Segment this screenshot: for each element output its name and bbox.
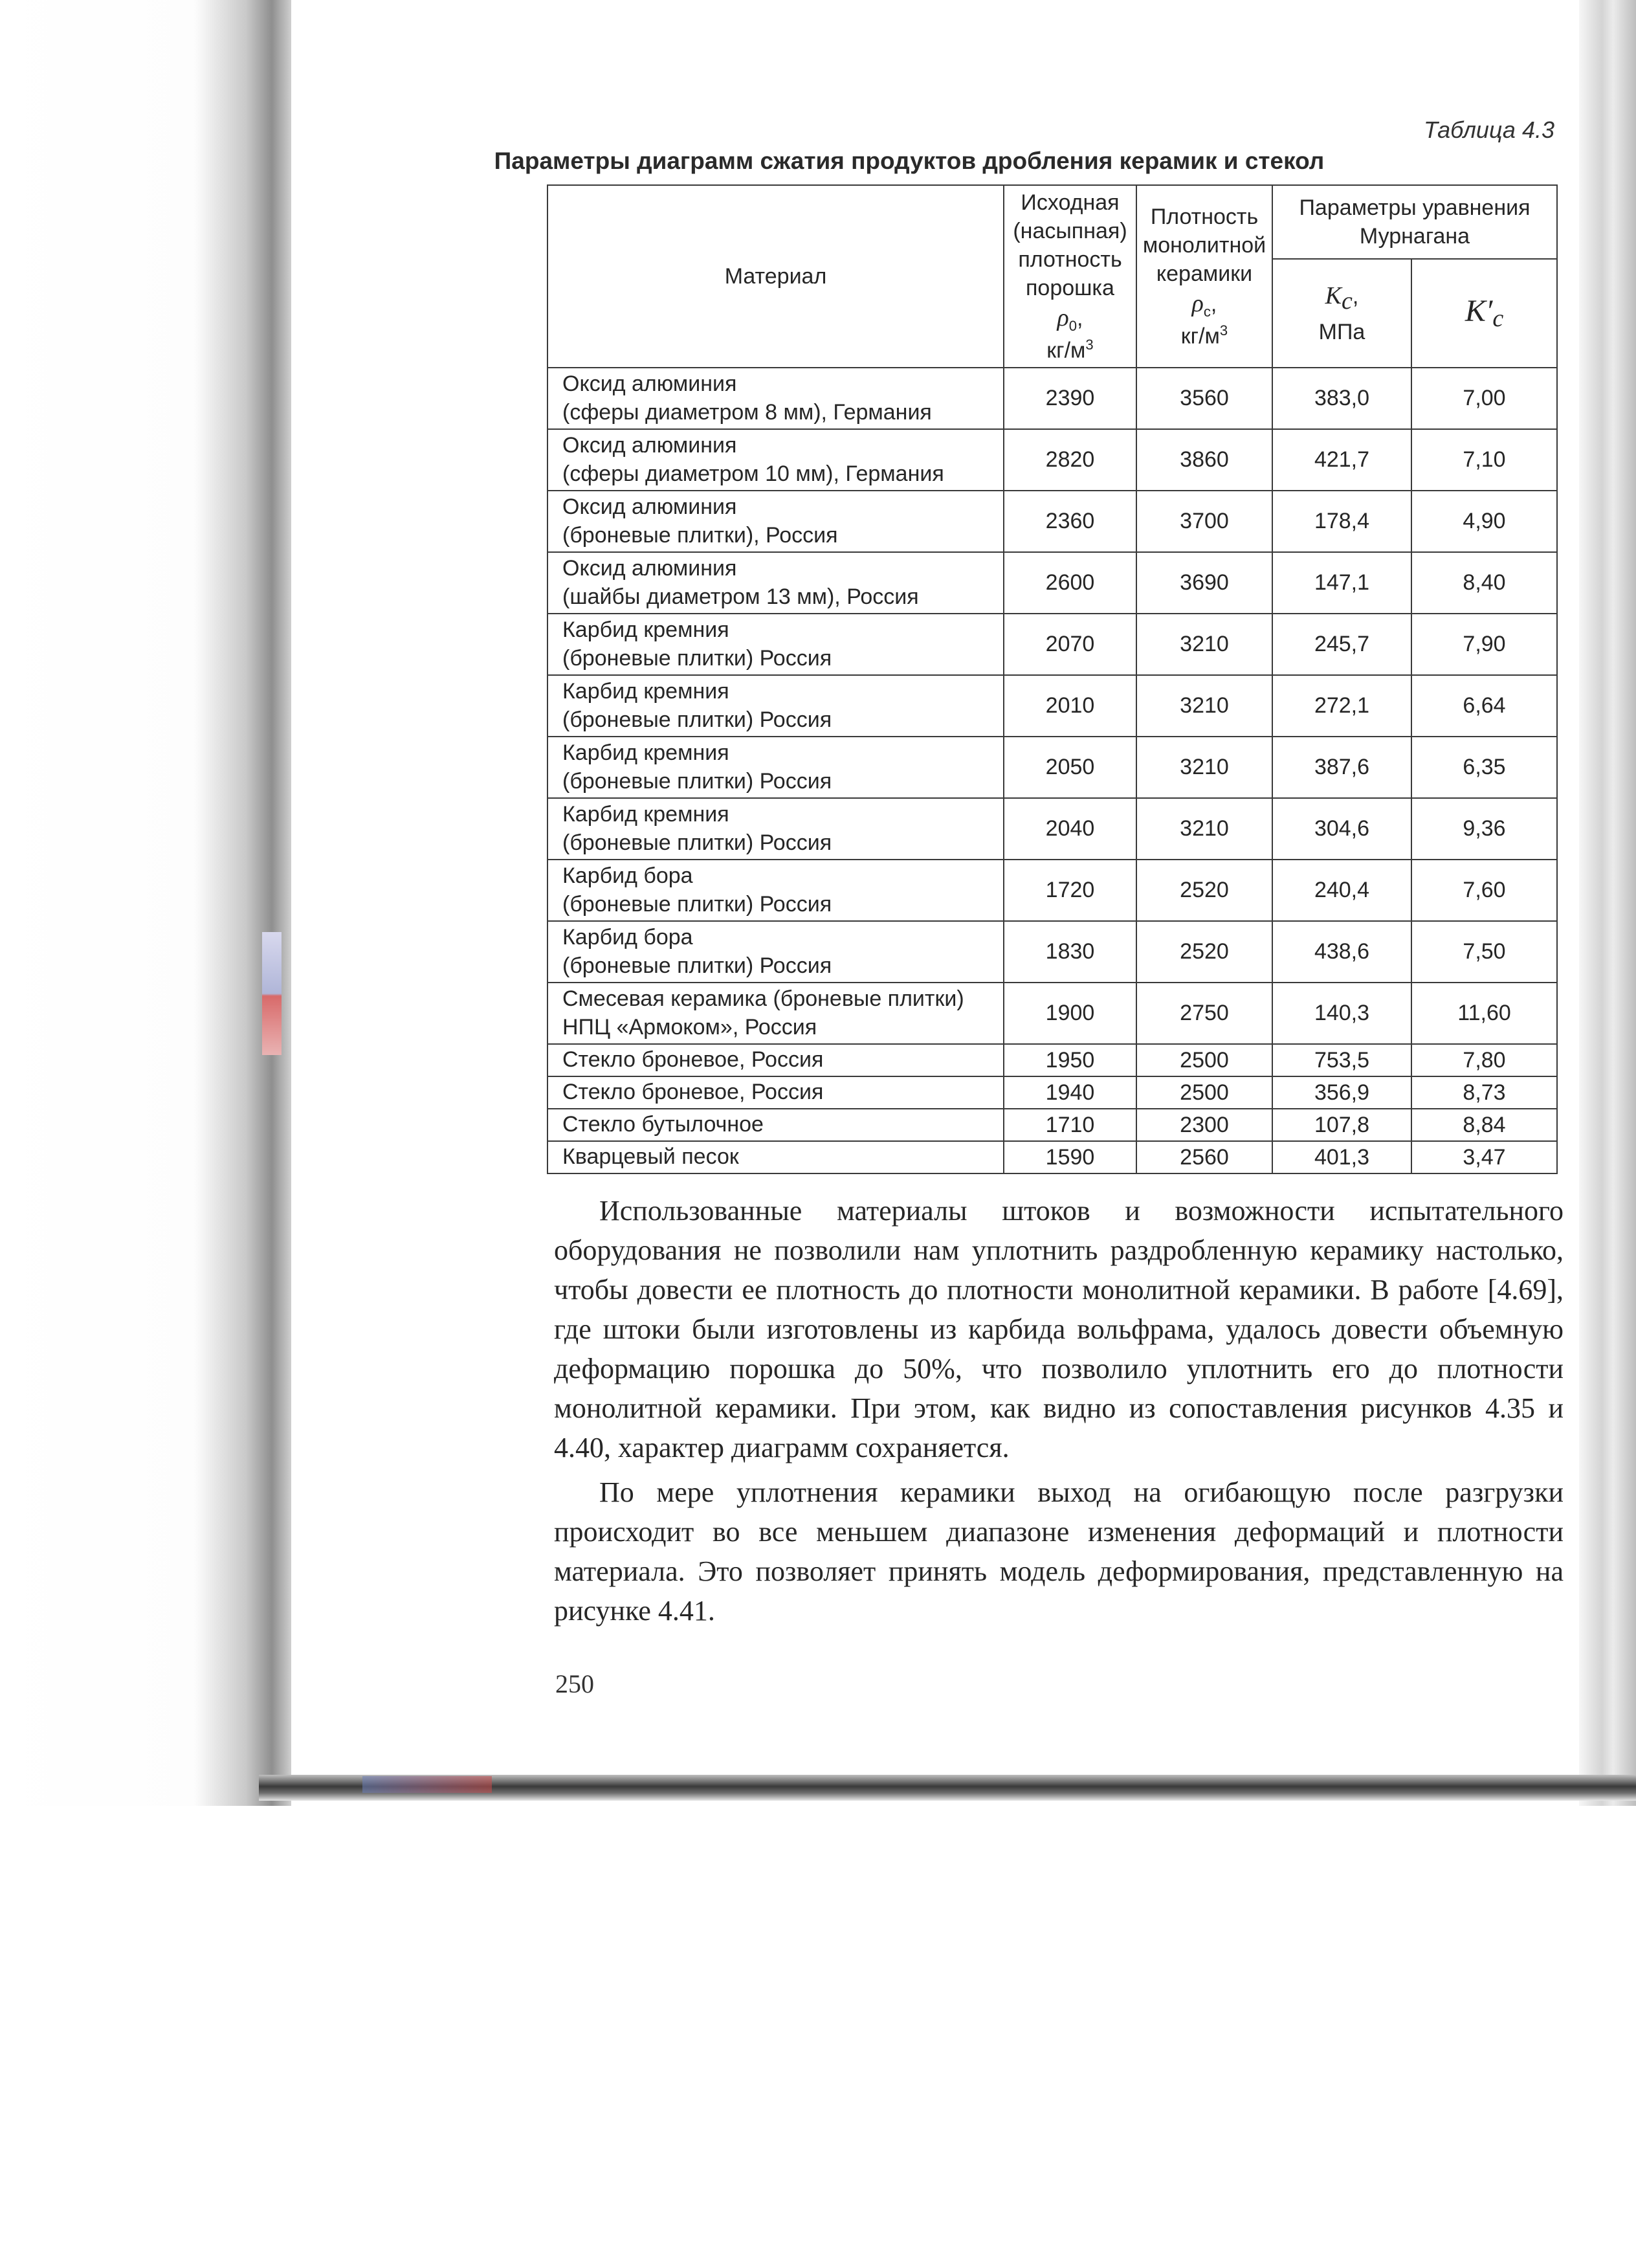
kc-cell: 245,7 xyxy=(1272,614,1411,675)
rho0-cell: 2600 xyxy=(1004,552,1136,614)
rho0-cell: 1710 xyxy=(1004,1109,1136,1141)
rhoc-cell: 3210 xyxy=(1136,798,1272,860)
rho0-cell: 1900 xyxy=(1004,983,1136,1044)
kc-cell: 387,6 xyxy=(1272,737,1411,798)
table-row xyxy=(547,1141,1557,1173)
rhoc-cell: 3210 xyxy=(1136,675,1272,737)
material-cell xyxy=(547,1109,1004,1141)
kc-cell: 272,1 xyxy=(1272,675,1411,737)
kc-prime-cell: 7,90 xyxy=(1411,614,1557,675)
material-line: НПЦ «Армоком», Россия xyxy=(562,1014,817,1040)
header-kc: $K_c$, МПа xyxy=(1272,259,1411,368)
kc-prime-cell: 7,50 xyxy=(1411,921,1557,983)
kc-cell: 178,4 xyxy=(1272,491,1411,552)
rho0-cell: 2360 xyxy=(1004,491,1136,552)
rhoc-unit-power: 3 xyxy=(1219,322,1228,339)
material-line: Карбид бора xyxy=(562,863,693,888)
kc-prime-subscript: c xyxy=(1492,305,1504,333)
material-line: (броневые плитки) Россия xyxy=(562,645,832,671)
kc-cell: 401,3 xyxy=(1272,1141,1411,1173)
material-line: Смесевая керамика (броневые плитки) xyxy=(562,986,964,1011)
material-line: (броневые плитки) Россия xyxy=(562,891,832,917)
rho0-cell: 1720 xyxy=(1004,860,1136,921)
header-initial-density-line: плотность xyxy=(1018,247,1122,272)
header-initial-density: Исходная (насыпная) плотность порошка $\rho_0$, $кг/м^3$ xyxy=(1004,185,1136,368)
table-row xyxy=(547,860,1557,921)
rho0-cell: 2390 xyxy=(1004,368,1136,429)
material-line: (броневые плитки), Россия xyxy=(562,522,838,548)
material-line: Карбид кремния xyxy=(562,617,729,642)
table-row xyxy=(547,614,1557,675)
table-row xyxy=(547,921,1557,983)
rho0-cell: 1830 xyxy=(1004,921,1136,983)
rhoc-cell: 2520 xyxy=(1136,921,1272,983)
material-line: Стекло бутылочное xyxy=(562,1112,764,1137)
scan-color-strip xyxy=(362,1776,492,1793)
material-cell xyxy=(547,552,1004,614)
material-cell xyxy=(547,1141,1004,1173)
header-monolith-density-line: керамики xyxy=(1156,261,1253,287)
scan-shadow-left xyxy=(0,0,291,1806)
kc-prime-cell: 11,60 xyxy=(1411,983,1557,1044)
material-cell xyxy=(547,860,1004,921)
material-line: Оксид алюминия xyxy=(562,371,737,396)
header-monolith-density: Плотность монолитной керамики $\rho_c$, $кг/м^3$ xyxy=(1136,185,1272,368)
table-row xyxy=(547,737,1557,798)
header-initial-density-line: (насыпная) xyxy=(1013,218,1127,243)
scan-color-mark xyxy=(262,932,282,1055)
kc-cell: 304,6 xyxy=(1272,798,1411,860)
table-row xyxy=(547,675,1557,737)
rho0-unit-power: 3 xyxy=(1085,336,1094,353)
kc-prime-cell: 6,64 xyxy=(1411,675,1557,737)
material-cell xyxy=(547,1076,1004,1109)
material-cell xyxy=(547,798,1004,860)
rhoc-cell: 2520 xyxy=(1136,860,1272,921)
rhoc-cell: 2560 xyxy=(1136,1141,1272,1173)
kc-cell: 240,4 xyxy=(1272,860,1411,921)
rho0-cell: 2010 xyxy=(1004,675,1136,737)
rhoc-cell: 2300 xyxy=(1136,1109,1272,1141)
kc-prime-cell: 8,84 xyxy=(1411,1109,1557,1141)
rhoc-unit: кг/м xyxy=(1180,324,1220,349)
kc-cell: 356,9 xyxy=(1272,1076,1411,1109)
rho0-cell: 2050 xyxy=(1004,737,1136,798)
kc-subscript: c xyxy=(1342,287,1353,315)
kc-cell: 140,3 xyxy=(1272,983,1411,1044)
rho0-subscript: 0 xyxy=(1068,318,1078,335)
kc-cell: 147,1 xyxy=(1272,552,1411,614)
rho0-cell: 2040 xyxy=(1004,798,1136,860)
header-monolith-density-line: монолитной xyxy=(1142,232,1266,258)
header-monolith-density-line: Плотность xyxy=(1150,204,1259,229)
rho0-cell: 1590 xyxy=(1004,1141,1136,1173)
material-line: (шайбы диаметром 13 мм), Россия xyxy=(562,584,919,609)
body-text xyxy=(554,1191,1564,1630)
material-line: (броневые плитки) Россия xyxy=(562,953,832,978)
table-row xyxy=(547,1109,1557,1141)
header-material: Материал xyxy=(547,185,1004,368)
material-line: Карбид бора xyxy=(562,924,693,950)
table-row xyxy=(547,491,1557,552)
kc-prime-cell: 6,35 xyxy=(1411,737,1557,798)
table-row xyxy=(547,552,1557,614)
rhoc-cell: 3690 xyxy=(1136,552,1272,614)
kc-symbol: K xyxy=(1325,282,1342,310)
rhoc-symbol: ρ xyxy=(1191,290,1204,318)
rhoc-cell: 3210 xyxy=(1136,737,1272,798)
material-cell xyxy=(547,614,1004,675)
header-initial-density-line: порошка xyxy=(1026,276,1114,301)
rhoc-subscript: c xyxy=(1203,304,1211,320)
table-number: Таблица 4.3 xyxy=(1423,117,1554,143)
rho0-cell: 1940 xyxy=(1004,1076,1136,1109)
kc-cell: 421,7 xyxy=(1272,429,1411,491)
kc-prime-cell: 7,60 xyxy=(1411,860,1557,921)
kc-cell: 383,0 xyxy=(1272,368,1411,429)
paragraph: Использованные материалы штоков и возможности испытательного оборудования не позволили нам уплотнить раздробленную керамику настолько, чтобы довести ее плотность до плотности монолитной керамики. В работе [4.69], где штоки были изготовлены из карбида вольфрама, удалось довести объемную деформацию порошка до 50%, что позволило уплотнить его до плотности монолитной керамики. При этом, как видно из сопоставления рисунков 4.35 и 4.40, характер диаграмм сохраняется. xyxy=(554,1195,1564,1463)
rhoc-cell: 3860 xyxy=(1136,429,1272,491)
kc-prime-cell: 8,40 xyxy=(1411,552,1557,614)
scan-shadow-right xyxy=(1579,0,1636,1806)
table-row xyxy=(547,1076,1557,1109)
material-cell xyxy=(547,429,1004,491)
material-line: (броневые плитки) Россия xyxy=(562,768,832,794)
material-line: Карбид кремния xyxy=(562,678,729,704)
material-line: Кварцевый песок xyxy=(562,1144,739,1170)
kc-cell: 753,5 xyxy=(1272,1044,1411,1076)
material-cell xyxy=(547,737,1004,798)
material-line: Оксид алюминия xyxy=(562,432,737,458)
material-cell xyxy=(547,491,1004,552)
material-line: Стекло броневое, Россия xyxy=(562,1047,824,1073)
kc-prime-cell: 4,90 xyxy=(1411,491,1557,552)
kc-prime-cell: 8,73 xyxy=(1411,1076,1557,1109)
rhoc-cell: 2750 xyxy=(1136,983,1272,1044)
table-title: Параметры диаграмм сжатия продуктов дробления керамик и стекол xyxy=(494,148,1325,174)
table-row xyxy=(547,429,1557,491)
material-line: Карбид кремния xyxy=(562,801,729,827)
table-row xyxy=(547,368,1557,429)
table-row xyxy=(547,1044,1557,1076)
material-line: (сферы диаметром 10 мм), Германия xyxy=(562,461,944,486)
material-line: (броневые плитки) Россия xyxy=(562,707,832,732)
rhoc-cell: 2500 xyxy=(1136,1044,1272,1076)
table-row xyxy=(547,798,1557,860)
kc-prime-cell: 7,10 xyxy=(1411,429,1557,491)
rhoc-cell: 2500 xyxy=(1136,1076,1272,1109)
rho0-unit: кг/м xyxy=(1046,338,1086,363)
header-kc-prime xyxy=(1411,259,1557,368)
rhoc-cell: 3560 xyxy=(1136,368,1272,429)
rhoc-cell: 3700 xyxy=(1136,491,1272,552)
kc-cell: 107,8 xyxy=(1272,1109,1411,1141)
page-number: 250 xyxy=(555,1669,594,1698)
material-line: Стекло броневое, Россия xyxy=(562,1080,824,1105)
material-line: Карбид кремния xyxy=(562,740,729,765)
parameters-table xyxy=(547,184,1558,1174)
table-body xyxy=(547,368,1557,1173)
paragraph: По мере уплотнения керамики выход на огибающую после разгрузки происходит во все меньшем диапазоне изменения деформаций и плотности материала. Это позволяет принять модель деформирования, представленную на рисунке 4.41. xyxy=(554,1476,1564,1627)
rho0-cell: 1950 xyxy=(1004,1044,1136,1076)
header-initial-density-line: Исходная xyxy=(1021,190,1120,215)
rhoc-cell: 3210 xyxy=(1136,614,1272,675)
material-cell xyxy=(547,1044,1004,1076)
table-row xyxy=(547,983,1557,1044)
material-cell xyxy=(547,983,1004,1044)
rho0-cell: 2070 xyxy=(1004,614,1136,675)
rho0-symbol: ρ xyxy=(1057,304,1069,332)
kc-cell: 438,6 xyxy=(1272,921,1411,983)
material-line: Оксид алюминия xyxy=(562,494,737,519)
kc-prime-cell: 7,00 xyxy=(1411,368,1557,429)
material-line: Оксид алюминия xyxy=(562,555,737,581)
material-cell xyxy=(547,921,1004,983)
material-cell xyxy=(547,368,1004,429)
kc-prime-cell: 9,36 xyxy=(1411,798,1557,860)
kc-prime-cell: 7,80 xyxy=(1411,1044,1557,1076)
material-cell xyxy=(547,675,1004,737)
kc-unit: МПа xyxy=(1318,319,1365,344)
kc-prime-symbol: K′ xyxy=(1465,294,1493,329)
material-line: (сферы диаметром 8 мм), Германия xyxy=(562,399,932,425)
header-murnaghan: Параметры уравнения Мурнагана xyxy=(1272,185,1557,259)
material-line: (броневые плитки) Россия xyxy=(562,830,832,855)
rho0-cell: 2820 xyxy=(1004,429,1136,491)
kc-prime-cell: 3,47 xyxy=(1411,1141,1557,1173)
